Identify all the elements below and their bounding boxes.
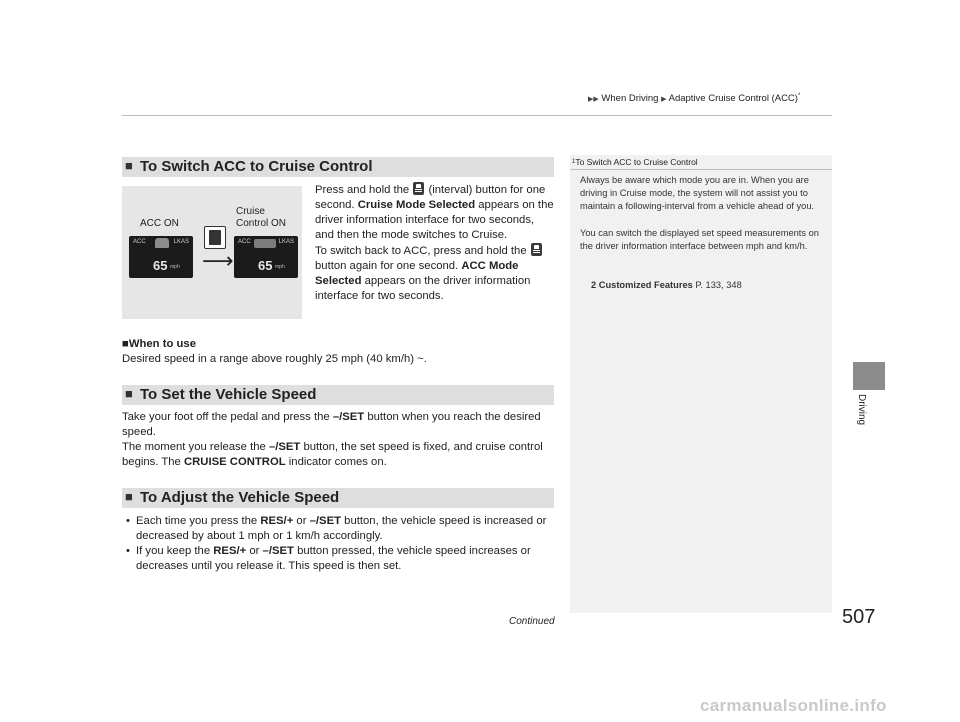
square-bullet-icon: ■ xyxy=(122,338,129,350)
breadcrumb-item[interactable]: When Driving xyxy=(601,93,659,105)
set-speed: 65 xyxy=(153,258,168,273)
acc-text: ACC xyxy=(238,239,251,245)
cruise-control-badge-icon xyxy=(254,239,276,248)
breadcrumb-arrow-icon: ▶▶ xyxy=(588,96,599,104)
interval-button-icon xyxy=(531,243,542,256)
interval-button-icon xyxy=(413,182,424,195)
interval-button-icon xyxy=(204,226,226,249)
lkas-text: LKAS xyxy=(173,239,189,245)
set-speed-instructions: Take your foot off the pedal and press the –/SET button when you reach the desired speed. The moment you release the –/SET button, the set speed is fixed, and cruise control begins. The CRUISE CONTROL indicator comes on. xyxy=(122,411,543,468)
speed-unit: mph xyxy=(275,264,285,270)
square-bullet-icon: ■ xyxy=(125,158,133,173)
chapter-tab[interactable] xyxy=(853,362,885,390)
acc-text: ACC xyxy=(133,239,146,245)
watermark: carmanualsonline.info xyxy=(700,696,887,715)
continued-label: Continued xyxy=(509,616,555,627)
sidebar-note-body: Always be aware which mode you are in. When you are driving in Cruise mode, the system will not assist you to maintain a following-interval from a vehicle ahead of you. You can switch the displayed set speed measurements on the driver information interface between mph and km/h. xyxy=(580,175,819,251)
vehicle-ahead-icon xyxy=(155,238,169,248)
section-header-switch xyxy=(122,157,554,177)
set-speed: 65 xyxy=(258,258,273,273)
acc-display xyxy=(129,236,193,278)
cross-reference-link[interactable]: 2 Customized Features P. 133, 348 xyxy=(591,280,742,290)
breadcrumb-arrow-icon: ▶ xyxy=(661,96,667,104)
cruise-on-label-2: Control ON xyxy=(236,218,287,229)
sidebar-rule xyxy=(570,169,832,170)
square-bullet-icon: ■ xyxy=(125,489,133,504)
chapter-label: Driving xyxy=(856,394,867,426)
arrow-right-icon: ⟶ xyxy=(202,248,234,273)
switch-instructions: Press and hold the (interval) button for one second. Cruise Mode Selected appears on the driver information interface for two seconds, and then the mode switches to Cruise. To switch back to ACC, press and hold the button again for one second. ACC Mode Selected appears on the driver information interface for two seconds. xyxy=(315,184,554,302)
breadcrumb-item[interactable]: Adaptive Cruise Control (ACC) xyxy=(668,93,798,105)
section-header-set-speed xyxy=(122,385,554,405)
speed-unit: mph xyxy=(170,264,180,270)
breadcrumb xyxy=(588,93,800,104)
when-to-use-heading: ■When to use xyxy=(122,338,196,350)
header-rule xyxy=(122,115,832,116)
sidebar-note-title: $^1$To Switch ACC to Cruise Control xyxy=(572,157,698,167)
acc-on-label: ACC ON xyxy=(140,218,179,229)
note-number: 1 xyxy=(572,159,576,165)
when-to-use-text: Desired speed in a range above roughly 25 mph (40 km/h) ~. xyxy=(122,353,427,365)
section-header-adjust xyxy=(122,488,554,508)
section-title: To Adjust the Vehicle Speed xyxy=(140,489,340,506)
adjust-bullet-1: • Each time you press the RES/+ or –/SET button, the vehicle speed is increased or decreased by about 1 mph or 1 km/h accordingly. xyxy=(126,515,547,542)
square-bullet-icon: ■ xyxy=(125,386,133,401)
cruise-display xyxy=(234,236,298,278)
adjust-bullet-2: • If you keep the RES/+ or –/SET button pressed, the vehicle speed increases or decreases until you release it. This speed is then set. xyxy=(126,545,531,572)
section-title: To Switch ACC to Cruise Control xyxy=(140,158,373,175)
breadcrumb-sup: * xyxy=(797,93,801,99)
page-number: 507 xyxy=(842,606,876,628)
section-title: To Set the Vehicle Speed xyxy=(140,386,317,403)
cruise-on-label-1: Cruise xyxy=(236,206,265,217)
lkas-text: LKAS xyxy=(278,239,294,245)
reference-icon: 2 xyxy=(591,280,597,290)
